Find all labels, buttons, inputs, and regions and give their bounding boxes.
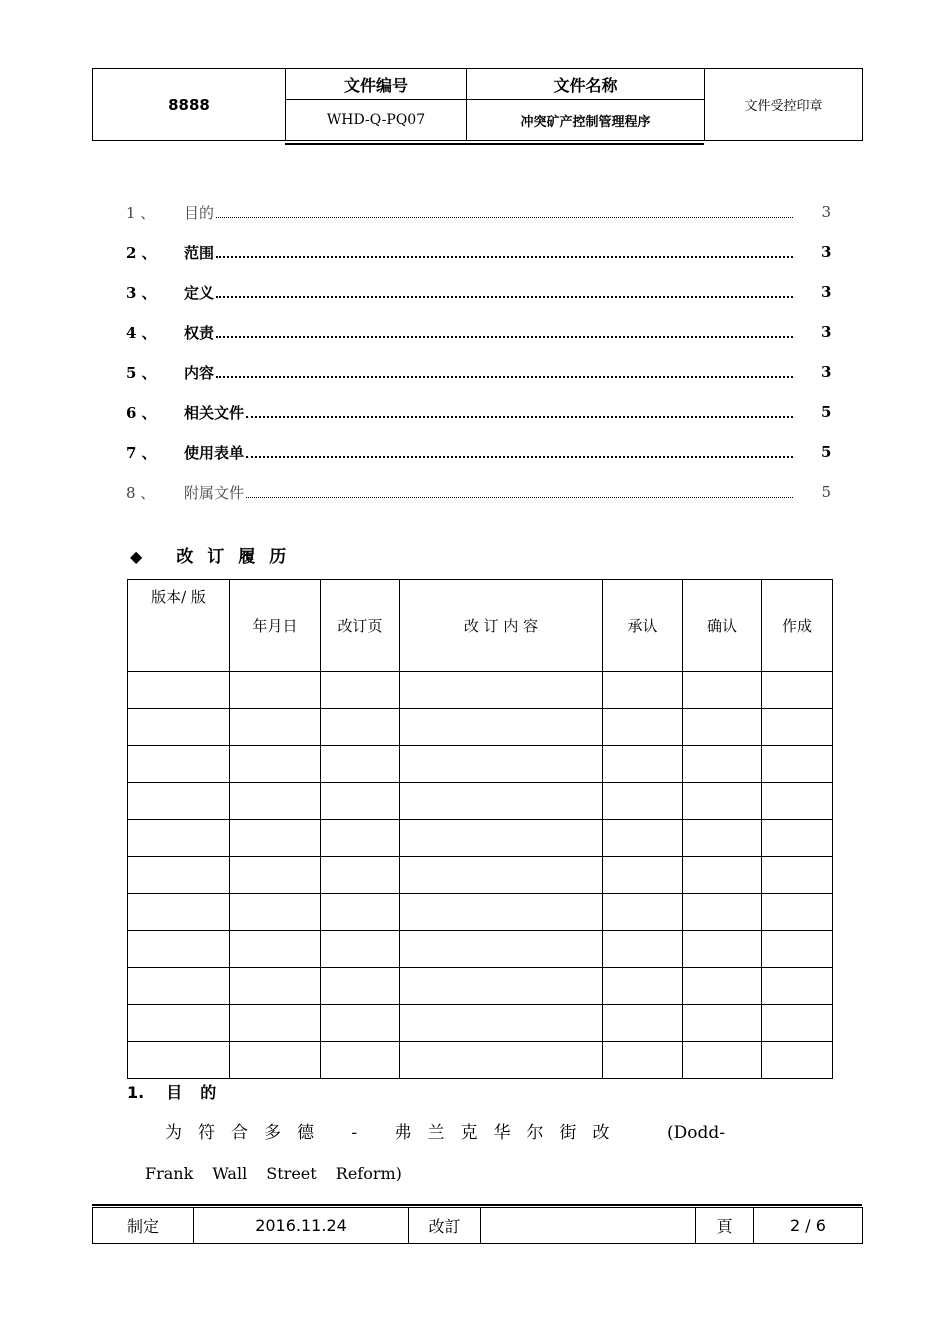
table-cell [128,894,230,931]
doc-name-value: 冲突矿产控制管理程序 [467,100,705,141]
toc-entry[interactable] [126,232,831,272]
toc-page: 3 [821,363,832,381]
table-cell [128,746,230,783]
toc-page: 3 [821,243,832,261]
table-cell [321,820,400,857]
controlled-stamp-label: 文件受控印章 [705,69,863,141]
table-cell [603,968,683,1005]
toc-number: 8 、 [126,483,156,502]
table-cell [683,968,762,1005]
table-cell [603,709,683,746]
toc-leader [216,376,793,378]
toc-title: 附属文件 [184,483,245,502]
toc-entry[interactable] [126,472,831,512]
table-cell [762,1042,833,1079]
toc-page: 5 [821,443,832,461]
toc-leader [216,217,793,218]
table-cell [683,820,762,857]
table-cell [321,894,400,931]
table-row [128,1042,833,1079]
page-number: 2 / 6 [754,1208,863,1244]
table-cell [603,1005,683,1042]
table-cell [321,672,400,709]
toc-leader [216,336,793,338]
toc-number: 3 、 [126,283,157,302]
table-cell [400,783,603,820]
toc-title: 定义 [184,283,215,302]
table-cell [683,1042,762,1079]
table-cell [128,672,230,709]
table-cell [400,968,603,1005]
table-cell [683,746,762,783]
table-cell [762,1005,833,1042]
column-header-version: 版本/ 版 [128,580,230,672]
table-cell [230,672,321,709]
table-cell [400,1042,603,1079]
table-cell [230,857,321,894]
toc-leader [246,416,793,418]
table-cell [762,857,833,894]
table-cell [762,894,833,931]
table-cell [128,783,230,820]
toc-page: 5 [821,483,831,501]
column-header-page: 改订页 [321,580,400,672]
toc-number: 6 、 [126,403,157,422]
toc-number: 5 、 [126,363,157,382]
revise-value [481,1208,696,1244]
toc-entry[interactable] [126,192,831,232]
table-row [128,783,833,820]
toc-number: 4 、 [126,323,157,342]
toc-title: 目的 [184,203,215,222]
table-cell [230,1042,321,1079]
table-cell [230,783,321,820]
table-cell [128,709,230,746]
toc-page: 5 [821,403,832,421]
toc-entry[interactable] [126,312,831,352]
table-cell [128,1005,230,1042]
table-cell [762,968,833,1005]
revision-heading-text: 改订履历 [176,547,301,567]
table-cell [230,894,321,931]
table-row [128,820,833,857]
column-header-author: 作成 [762,580,833,672]
table-cell [321,746,400,783]
toc-title: 内容 [184,363,215,382]
toc-entry[interactable] [126,352,831,392]
table-cell [321,1005,400,1042]
table-row [128,857,833,894]
table-cell [762,931,833,968]
toc-number: 1 、 [126,203,156,222]
table-cell [400,709,603,746]
table-cell [400,672,603,709]
toc-leader [216,296,793,298]
column-header-approve: 承认 [603,580,683,672]
toc-number: 7 、 [126,443,157,462]
section-1-text-line-2: Frank Wall Street Reform) [145,1164,402,1183]
column-header-content: 改 订 内 容 [400,580,603,672]
document-header [92,68,863,141]
table-cell [603,820,683,857]
table-cell [400,894,603,931]
table-cell [128,857,230,894]
table-cell [603,746,683,783]
table-cell [321,709,400,746]
table-cell [603,857,683,894]
body-text-suffix: (Dodd- [666,1123,725,1143]
toc-title: 使用表单 [184,443,245,462]
table-row [128,894,833,931]
header-underline [285,143,704,145]
toc-entry[interactable] [126,392,831,432]
toc-entry[interactable] [126,272,831,312]
table-cell [603,672,683,709]
section-1-text-line-1 [165,1118,725,1143]
table-row [128,672,833,709]
section-number: 1. [127,1083,145,1102]
column-header-confirm: 确认 [683,580,762,672]
document-footer [92,1207,863,1244]
made-label: 制定 [93,1208,194,1244]
table-cell [321,1042,400,1079]
revise-label: 改訂 [409,1208,481,1244]
table-cell [230,820,321,857]
revision-history-heading [130,542,300,567]
table-cell [400,746,603,783]
table-cell [400,820,603,857]
table-cell [230,1005,321,1042]
table-row [128,968,833,1005]
table-cell [321,857,400,894]
toc-leader [246,456,793,458]
table-cell [230,931,321,968]
table-cell [230,746,321,783]
table-cell [128,820,230,857]
table-cell [683,672,762,709]
table-cell [400,857,603,894]
toc-entry[interactable] [126,432,831,472]
made-date: 2016.11.24 [194,1208,409,1244]
table-cell [683,931,762,968]
section-title: 目的 [166,1083,235,1102]
company-code: 8888 [93,69,286,141]
table-cell [603,783,683,820]
column-header-date: 年月日 [230,580,321,672]
toc-leader [216,256,793,258]
table-row [128,746,833,783]
table-cell [762,672,833,709]
body-text: 为符合多德 - 弗兰克华尔街改 [165,1123,626,1143]
table-cell [321,931,400,968]
toc-title: 权责 [184,323,215,342]
toc-leader [246,497,793,498]
table-cell [400,931,603,968]
table-cell [683,857,762,894]
table-cell [683,709,762,746]
table-cell [321,783,400,820]
table-cell [230,709,321,746]
section-1-heading [127,1080,234,1103]
table-row [128,709,833,746]
table-of-contents [126,192,831,512]
table-cell [128,968,230,1005]
table-cell [762,783,833,820]
table-cell [603,1042,683,1079]
table-cell [762,820,833,857]
table-cell [603,931,683,968]
table-row [128,1005,833,1042]
toc-page: 3 [821,323,832,341]
doc-code-value: WHD-Q-PQ07 [286,100,467,141]
diamond-bullet-icon: ◆ [130,547,143,566]
revision-history-table [127,579,833,1079]
toc-page: 3 [821,283,832,301]
table-cell [128,931,230,968]
table-cell [762,709,833,746]
toc-page: 3 [821,203,831,221]
doc-code-label: 文件编号 [286,69,467,100]
table-cell [400,1005,603,1042]
table-cell [683,783,762,820]
toc-title: 相关文件 [184,403,245,422]
toc-title: 范围 [184,243,215,262]
doc-name-label: 文件名称 [467,69,705,100]
table-cell [683,894,762,931]
footer-rule [92,1204,862,1206]
table-cell [683,1005,762,1042]
table-cell [321,968,400,1005]
toc-number: 2 、 [126,243,157,262]
page-label: 頁 [696,1208,754,1244]
table-cell [762,746,833,783]
table-cell [128,1042,230,1079]
table-cell [230,968,321,1005]
table-row [128,931,833,968]
table-header-row [128,580,833,672]
table-cell [603,894,683,931]
